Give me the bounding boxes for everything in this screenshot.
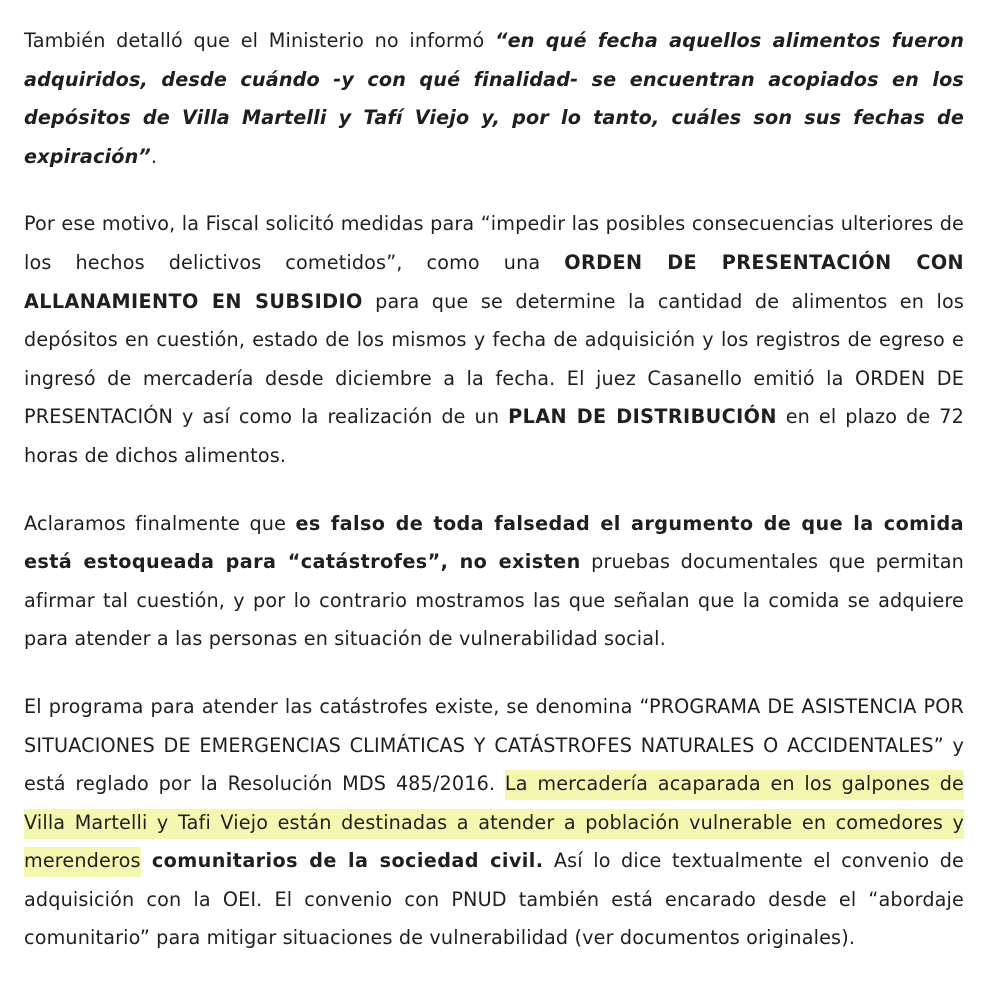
bold-order-presentation: ORDEN DE PRESENTACIÓN CON ALLANAMIENTO EN SUBSIDIO [24, 250, 964, 313]
paragraph-disaster-program [24, 688, 964, 958]
bold-civil-society: comunitarios de la sociedad civil. [140, 849, 544, 873]
bold-distribution-plan: PLAN DE DISTRIBUCIÓN [508, 405, 777, 429]
italic-quote: “en qué fecha aquellos alimentos fueron adquiridos, desde cuándo -y con qué finalidad- se encuentran acopiados en los depósitos de Villa Martelli y Tafí Viejo y, por lo tanto, cuáles son sus fechas de expiración” [24, 29, 965, 168]
paragraph-clarification [24, 505, 964, 659]
paragraph-ministry-info [24, 22, 964, 176]
article-body [24, 22, 964, 958]
paragraph-text: El programa para atender las catástrofes existe, se denomina “PROGRAMA DE ASISTENCIA POR SITUACIONES DE EMERGENCIAS CLIMÁTICAS Y CATÁSTROFES NATURALES O ACCIDENTALES” y está reglado por la Resolución MDS 485/2016. [24, 694, 964, 796]
paragraph-text: . [150, 144, 158, 168]
paragraph-text: Así lo dice textualmente el convenio de adquisición con la OEI. El convenio con PNUD también está encarado desde el “abordaje comunitario” para mitigar situaciones de vulnerabilidad (ver documentos originales). [24, 849, 964, 950]
paragraph-text: en el plazo de 72 horas de dichos alimentos. [24, 405, 964, 467]
paragraph-text: para que se determine la cantidad de alimentos en los depósitos en cuestión, estado de los mismos y fecha de adquisición y los registros de egreso e ingresó de mercadería desde diciembre a la fecha. El juez Casanello emitió la ORDEN DE PRESENTACIÓN y así como la realización de un [24, 289, 965, 429]
paragraph-fiscal-measures [24, 205, 964, 475]
paragraph-text: También detalló que el Ministerio no informó [24, 29, 496, 52]
highlighted-text: La mercadería acaparada en los galpones de Villa Martelli y Tafi Viejo están destinadas a atender a población vulnerable en comedores y merenderos [24, 770, 964, 877]
paragraph-text: Aclaramos finalmente que [24, 511, 296, 535]
paragraph-text: Por ese motivo, la Fiscal solicitó medidas para “impedir las posibles consecuencias ulteriores de los hechos delictivos cometidos”, como una [24, 212, 964, 274]
paragraph-text: pruebas documentales que permitan afirmar tal cuestión, y por lo contrario mostramos las que señalan que la comida se adquiere para atender a las personas en situación de vulnerabilidad social. [24, 550, 964, 651]
bold-false-claim: es falso de toda falsedad el argumento de que la comida está estoqueada para “catástrofes”, no existen [24, 511, 965, 574]
